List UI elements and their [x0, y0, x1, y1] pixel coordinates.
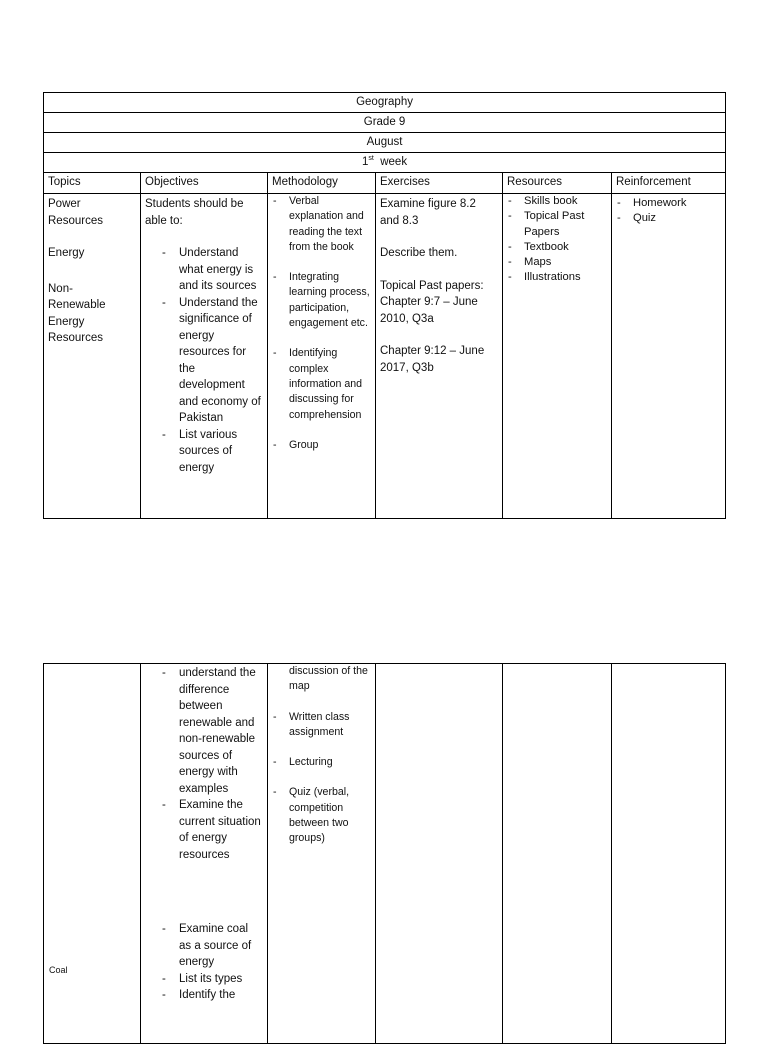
method-item: - Quiz (verbal, competition between two groups)	[289, 785, 371, 846]
method-item-continued: discussion of the map	[289, 665, 368, 693]
exercise-item: Topical Past papers: Chapter 9:7 – June 2010, Q3a	[380, 279, 484, 325]
topic-item: Power Resources	[48, 198, 103, 227]
objectives-intro: Students should be able to:	[145, 198, 244, 227]
exercise-item: Examine figure 8.2 and 8.3	[380, 198, 476, 227]
topics-cell	[44, 194, 141, 519]
method-item: - Group	[289, 438, 371, 453]
week-suffix: st	[368, 155, 374, 163]
methodology-cell	[268, 664, 376, 1044]
month-title: August	[44, 133, 726, 153]
reinforcement-item: - Homework	[633, 196, 721, 211]
objectives-cell	[141, 664, 268, 1044]
objectives-list	[145, 245, 263, 476]
method-item: - Integrating learning process, participation, engagement etc.	[289, 270, 371, 331]
method-item: - Lecturing	[289, 755, 371, 770]
topics-cell	[44, 664, 141, 1044]
methodology-list	[272, 194, 371, 453]
resource-item: - Textbook	[524, 240, 607, 255]
objective-item: - Identify the	[179, 987, 263, 1004]
lesson-row-continued	[44, 664, 726, 1044]
reinforcement-item: - Quiz	[633, 211, 721, 226]
method-item: - Written class assignment	[289, 710, 371, 741]
reinforcement-list	[616, 196, 721, 227]
resource-item: - Illustrations	[524, 270, 607, 285]
objective-item: - Understand the significance of energy resources for the development and economy of Pakistan	[179, 295, 263, 427]
objective-item: - Examine the current situation of energy resources	[179, 797, 263, 863]
objective-item: - List various sources of energy	[179, 427, 263, 477]
methodology-cell	[268, 194, 376, 519]
exercises-cell	[376, 194, 503, 519]
column-header: Reinforcement	[612, 173, 726, 194]
topic-item: Energy	[48, 247, 85, 259]
column-header: Topics	[44, 173, 141, 194]
exercise-item: Describe them.	[380, 247, 458, 259]
column-header: Resources	[503, 173, 612, 194]
week-word: week	[380, 156, 408, 168]
objective-item: - understand the difference between renewable and non-renewable sources of energy with examples	[179, 665, 263, 797]
objectives-list	[145, 665, 263, 863]
reinforcement-cell	[612, 664, 726, 1044]
lesson-plan-table-top	[43, 92, 726, 519]
week-title	[44, 153, 726, 173]
resources-list	[507, 194, 607, 286]
column-header-row	[44, 173, 726, 194]
resources-cell	[503, 664, 612, 1044]
objective-item: - Examine coal as a source of energy	[179, 921, 263, 971]
resource-item: - Maps	[524, 255, 607, 270]
reinforcement-cell	[612, 194, 726, 519]
resource-item: - Skills book	[524, 194, 607, 209]
objective-item: - List its types	[179, 971, 263, 988]
lesson-row	[44, 194, 726, 519]
coal-topic-label: Coal	[49, 965, 68, 975]
method-item: - Identifying complex information and discussing for comprehension	[289, 346, 371, 422]
exercises-cell	[376, 664, 503, 1044]
resources-cell	[503, 194, 612, 519]
grade-title: Grade 9	[44, 113, 726, 133]
objectives-cell	[141, 194, 268, 519]
objective-item: - Understand what energy is and its sources	[179, 245, 263, 295]
lesson-plan-table-continued	[43, 663, 726, 1044]
method-item: - Verbal explanation and reading the text from the book	[289, 194, 371, 255]
objectives-list-coal	[145, 921, 263, 1004]
week-number: 1	[361, 156, 369, 168]
column-header: Objectives	[141, 173, 268, 194]
exercise-item: Chapter 9:12 – June 2017, Q3b	[380, 345, 485, 374]
methodology-list	[272, 664, 371, 847]
topic-item: Non-Renewable Energy Resources	[48, 282, 106, 344]
column-header: Exercises	[376, 173, 503, 194]
subject-title: Geography	[44, 93, 726, 113]
column-header: Methodology	[268, 173, 376, 194]
resource-item: - Topical Past Papers	[524, 209, 607, 240]
